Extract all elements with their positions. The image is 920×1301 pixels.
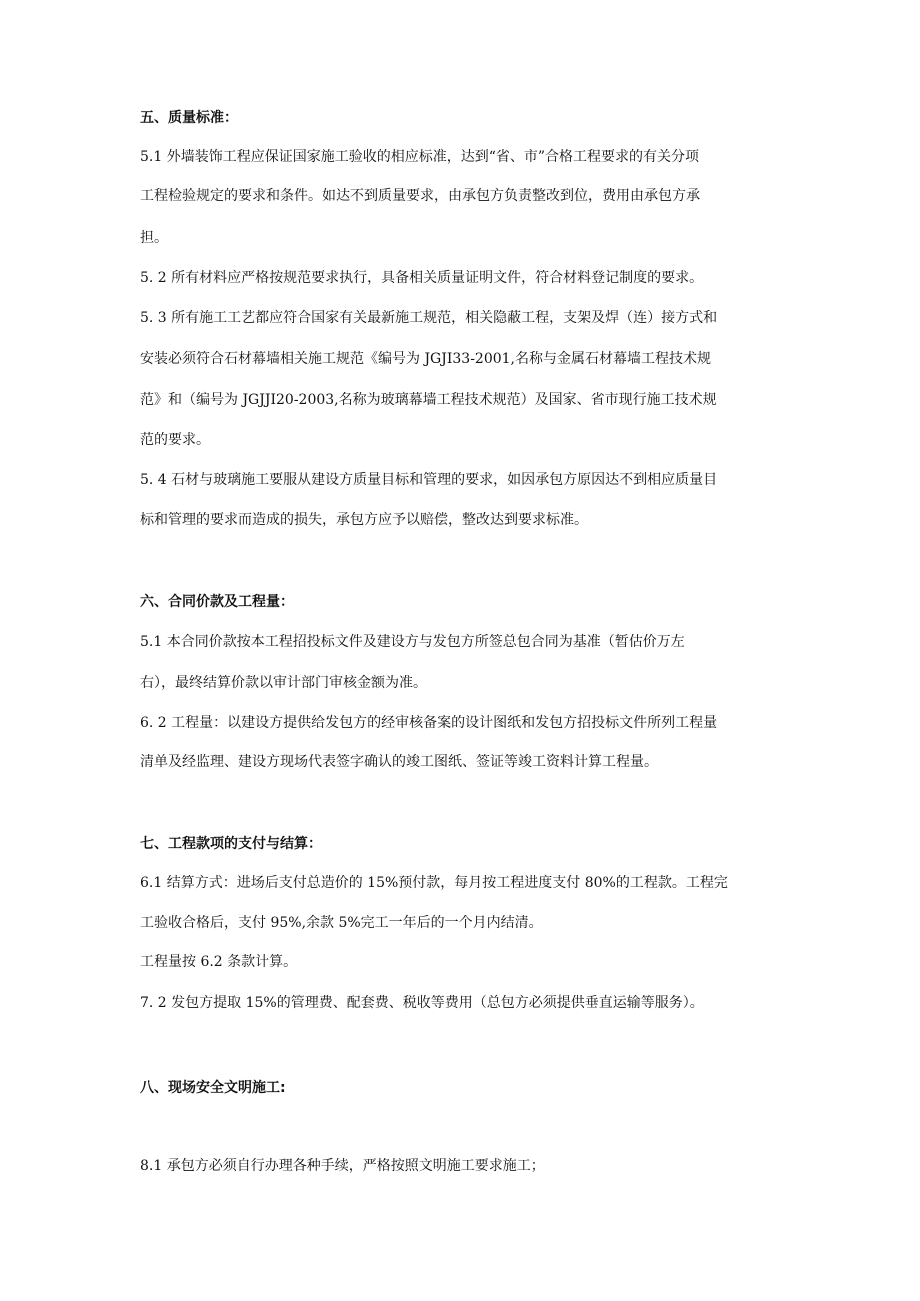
paragraph-line: 工程检验规定的要求和条件。如达不到质量要求，由承包方负责整改到位，费用由承包方承 bbox=[140, 188, 700, 204]
paragraph-line: 6.1 结算方式：进场后支付总造价的 15%预付款，每月按工程进度支付 80%的工程款。工程完 bbox=[140, 875, 728, 891]
paragraph-line: 5.1 外墙装饰工程应保证国家施工验收的相应标准，达到“省、市”合格工程要求的有关分项 bbox=[140, 149, 700, 165]
paragraph-line: 范的要求。 bbox=[140, 432, 210, 448]
paragraph-line: 7. 2 发包方提取 15%的管理费、配套费、税收等费用（总包方必须提供垂直运输等服务）。 bbox=[140, 995, 704, 1011]
paragraph-line: 范》和（编号为 JGJJI20-2003,名称为玻璃幕墙工程技术规范）及国家、省市现行施工技术规 bbox=[140, 392, 717, 408]
paragraph-line: 清单及经监理、建设方现场代表签字确认的竣工图纸、签证等竣工资料计算工程量。 bbox=[140, 754, 658, 770]
paragraph-line: 5.1 本合同价款按本工程招投标文件及建设方与发包方所签总包合同为基准（暂估价万左 bbox=[140, 634, 685, 650]
section-heading-contract-price: 六、合同价款及工程量： bbox=[140, 594, 294, 610]
paragraph-line: 担。 bbox=[140, 230, 168, 246]
paragraph-line: 6. 2 工程量：以建设方提供给发包方的经审核备案的设计图纸和发包方招投标文件所列工程量 bbox=[140, 715, 718, 731]
paragraph-line: 5. 4 石材与玻璃施工要服从建设方质量目标和管理的要求，如因承包方原因达不到相应质量目 bbox=[140, 472, 718, 488]
paragraph-line: 右），最终结算价款以审计部门审核金额为准。 bbox=[140, 675, 427, 691]
paragraph-line: 工验收合格后，支付 95%,余款 5%完工一年后的一个月内结清。 bbox=[140, 915, 543, 931]
section-heading-payment-settlement: 七、工程款项的支付与结算： bbox=[140, 836, 322, 852]
paragraph-line: 8.1 承包方必须自行办理各种手续，严格按照文明施工要求施工； bbox=[140, 1158, 545, 1174]
paragraph-line: 安装必须符合石材幕墙相关施工规范《编号为 JGJI33-2001,名称与金属石材幕墙工程技术规 bbox=[140, 351, 712, 367]
paragraph-line: 5. 3 所有施工工艺都应符合国家有关最新施工规范，相关隐蔽工程，支架及焊（连）接方式和 bbox=[140, 310, 718, 326]
paragraph-line: 标和管理的要求而造成的损失，承包方应予以赔偿，整改达到要求标准。 bbox=[140, 512, 588, 528]
section-heading-quality-standards: 五、质量标准： bbox=[140, 110, 238, 126]
paragraph-line: 5. 2 所有材料应严格按规范要求执行，具备相关质量证明文件，符合材料登记制度的要求。 bbox=[140, 270, 704, 286]
paragraph-line: 工程量按 6.2 条款计算。 bbox=[140, 954, 298, 970]
section-heading-site-safety: 八、现场安全文明施工: bbox=[140, 1080, 286, 1096]
